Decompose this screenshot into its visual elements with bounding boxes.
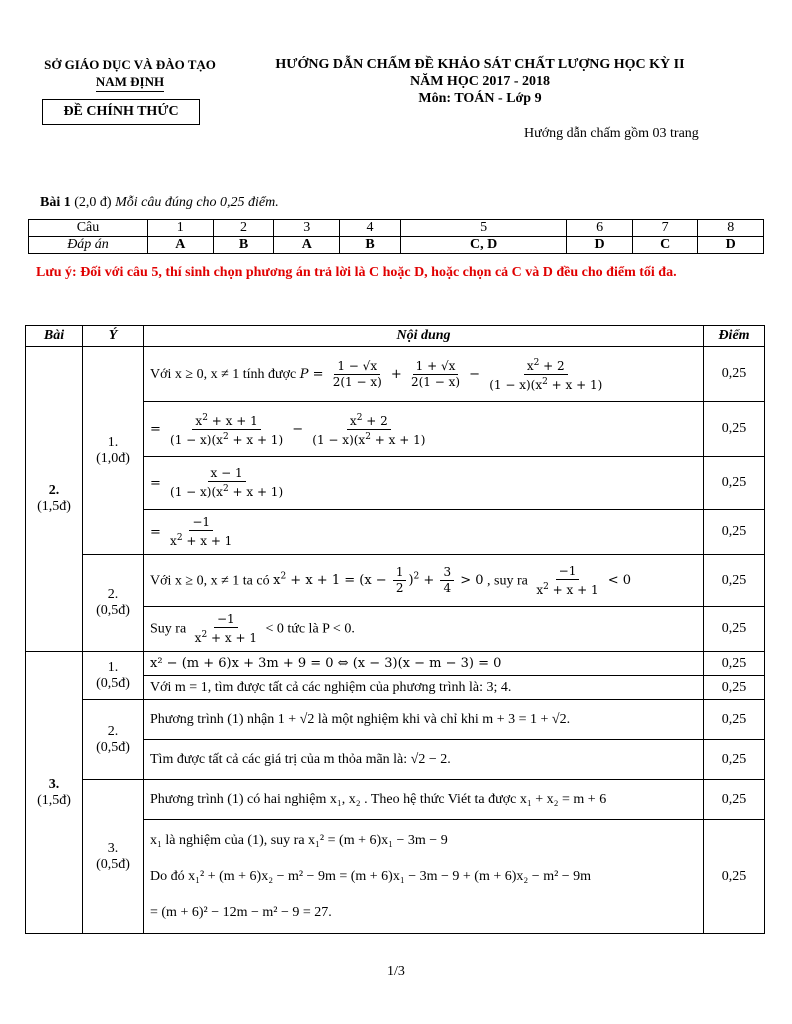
bai3-y2-points: (0,5đ) — [96, 739, 130, 755]
page-number: 1/3 — [387, 964, 405, 979]
fraction: $\frac{3}{4}$ — [440, 565, 454, 596]
answer-row — [29, 237, 764, 254]
content-cell: Với m = 1, tìm được tất cả các nghiệm của phương trình là: 3; 4. — [144, 676, 704, 700]
content-cell: Tìm được tất cả các giá trị của m thỏa mãn là: √2 − 2. — [144, 740, 704, 780]
answer-cell: A — [274, 237, 340, 254]
fraction: $\frac{-1}{x^2 + x + 1}$ — [536, 563, 599, 597]
col-content: Nội dung — [144, 326, 704, 347]
r12-line3: = (m + 6)² − 12m − m² − 9 = 27. — [150, 904, 332, 920]
bai2-label: 2. — [48, 483, 60, 498]
question-cell: 3 — [274, 220, 340, 237]
bai2-y2: 2. — [107, 587, 119, 602]
answer-cell: A — [148, 237, 214, 254]
r12-line2: Do đó x₁² + (m + 6)x₂ − m² − 9m = (m + 6)x₁ − 3m − 9 + (m + 6)x₂ − m² − 9m — [150, 868, 592, 884]
question-cell: 1 — [148, 220, 214, 237]
score-cell: 0,25 — [704, 676, 765, 700]
table-row — [26, 780, 765, 820]
content-cell: Phương trình (1) có hai nghiệm x₁, x₂ . Theo hệ thức Viét ta được x₁ + x₂ = m + 6 — [144, 780, 704, 820]
answer-cell: C, D — [400, 237, 566, 254]
document-title — [240, 56, 720, 107]
r12-line1: x₁ là nghiệm của (1), suy ra x₁² = (m + 6)x₁ − 3m − 9 — [150, 832, 448, 848]
content-cell — [144, 347, 704, 402]
answer-cell: B — [213, 237, 274, 254]
bai2-y1-points: (1,0đ) — [96, 450, 130, 466]
question-cell: 6 — [567, 220, 633, 237]
bai3-y3: 3. — [107, 840, 119, 856]
bai3-y2: 2. — [107, 723, 119, 739]
fraction: $\frac{-1}{x^2 + x + 1}$ — [170, 515, 233, 548]
score-cell: 0,25 — [704, 402, 765, 457]
bai3-y3-points: (0,5đ) — [96, 856, 130, 872]
score-cell: 0,25 — [704, 652, 765, 676]
content-cell: x² − (m + 6)x + 3m + 9 = 0 ⇔ (x − 3)(x − m − 3) = 0 — [144, 652, 704, 676]
bai2-points: (1,5đ) — [37, 499, 71, 514]
r6-text-b: < 0 tức là P < 0. — [265, 621, 355, 637]
table-row — [26, 555, 765, 607]
content-cell — [144, 607, 704, 652]
formula: = $\frac{x - 1}{(1 - x)(x^2 + x + 1)}$ — [150, 476, 288, 491]
bai3-cell — [26, 652, 83, 934]
row-header: Đáp án — [29, 237, 148, 254]
bai3-y1-cell — [83, 652, 144, 700]
bai2-y2-points: (0,5đ) — [96, 603, 130, 618]
r5-text-b: , suy ra — [487, 573, 528, 588]
fraction: $\frac{-1}{x^2 + x + 1}$ — [194, 612, 257, 645]
bai3-label: 3. — [48, 776, 60, 792]
fraction: $\frac{x^2 + 2}{(1 - x)(x^2 + x + 1)}$ — [312, 412, 426, 447]
answer-cell: B — [340, 237, 401, 254]
pages-note: Hướng dẫn chấm gồm 03 trang — [524, 126, 699, 141]
score-cell: 0,25 — [704, 457, 765, 510]
question-cell: 8 — [698, 220, 764, 237]
content-cell — [144, 457, 704, 510]
score-cell: 0,25 — [704, 347, 765, 402]
answer-cell: D — [567, 237, 633, 254]
bai2-y1: 1. — [107, 434, 119, 450]
grading-table — [25, 325, 765, 934]
fraction: $\frac{1}{2}$ — [393, 565, 407, 596]
formula: $x^2 + x + 1 = (x$ − $\frac{1}{2}$ )$^2$ + $\frac{3}{4}$ > 0 — [273, 565, 484, 595]
formula: = $\frac{-1}{x^2 + x + 1}$ — [150, 525, 237, 540]
title-line3: Môn: TOÁN - Lớp 9 — [418, 91, 542, 106]
bai2-y1-cell — [83, 347, 144, 555]
score-cell: 0,25 — [704, 510, 765, 555]
dept-line1: SỞ GIÁO DỤC VÀ ĐÀO TẠO — [44, 57, 216, 72]
question-cell: 2 — [213, 220, 274, 237]
score-cell: 0,25 — [704, 820, 765, 934]
bai3-y1-points: (0,5đ) — [96, 675, 130, 691]
formula — [190, 612, 262, 645]
question-cell: 4 — [340, 220, 401, 237]
content-cell — [144, 510, 704, 555]
bai3-y3-cell — [83, 780, 144, 934]
col-y: Ý — [83, 326, 144, 347]
score-cell: 0,25 — [704, 740, 765, 780]
fraction: $\frac{x^2 + 2}{(1 - x)(x^2 + x + 1)}$ — [489, 357, 603, 392]
question-cell: 5 — [400, 220, 566, 237]
grading-header-row — [26, 326, 765, 347]
answer-cell: C — [632, 237, 698, 254]
question-row — [29, 220, 764, 237]
col-score: Điểm — [704, 326, 765, 347]
fraction: $\frac{1 + √x}{2(1 - x)}$ — [410, 358, 461, 389]
score-cell: 0,25 — [704, 555, 765, 607]
bai2-y2-cell — [83, 555, 144, 652]
bai1-points: (2,0 đ) — [74, 195, 112, 210]
fraction: $\frac{x^2 + x + 1}{(1 - x)(x^2 + x + 1)}$ — [170, 412, 284, 447]
official-box: ĐỀ CHÍNH THỨC — [42, 99, 200, 125]
formula: = $\frac{x^2 + x + 1}{(1 - x)(x^2 + x + 1)}$ − $\frac{x^2 + 2}{(1 - x)(x^2 + x + 1)}$ — [150, 422, 430, 437]
score-cell: 0,25 — [704, 780, 765, 820]
table-row — [26, 347, 765, 402]
r5-text-a: Với x ≥ 0, x ≠ 1 ta có — [150, 573, 270, 588]
bai1-note: Lưu ý: Đối với câu 5, thí sinh chọn phương án trả lời là C hoặc D, hoặc chọn cả C và D đều cho điểm tối đa. — [36, 265, 677, 280]
col-bai: Bài — [26, 326, 83, 347]
table-row — [26, 700, 765, 740]
bai3-y1: 1. — [107, 659, 119, 675]
r6-text-a: Suy ra — [150, 621, 187, 637]
dept-line2: NAM ĐỊNH — [96, 73, 164, 92]
score-cell: 0,25 — [704, 700, 765, 740]
content-cell — [144, 402, 704, 457]
content-cell — [144, 820, 704, 934]
answer-cell: D — [698, 237, 764, 254]
table-row — [26, 652, 765, 676]
department-header — [30, 56, 230, 92]
bai1-label: Bài 1 — [40, 195, 71, 210]
bai1-instruction: Mỗi câu đúng cho 0,25 điểm. — [115, 195, 279, 210]
answer-table — [28, 219, 764, 254]
content-cell: Phương trình (1) nhận 1 + √2 là một nghiệm khi và chỉ khi m + 3 = 1 + √2. — [144, 700, 704, 740]
content-cell — [144, 555, 704, 607]
fraction: $\frac{1 - √x}{2(1 - x)}$ — [332, 358, 382, 389]
formula: P = $\frac{1 - √x}{2(1 - x)}$ + $\frac{1 + √x}{2(1 - x)}$ − $\frac{x^2 + 2}{(1 - x)(x^2 + x + 1)}$ — [300, 367, 608, 382]
score-cell: 0,25 — [704, 607, 765, 652]
row-header: Câu — [29, 220, 148, 237]
question-cell: 7 — [632, 220, 698, 237]
title-line1: HƯỚNG DẪN CHẤM ĐỀ KHẢO SÁT CHẤT LƯỢNG HỌC KỲ II — [275, 57, 685, 72]
r1-text: Với x ≥ 0, x ≠ 1 tính được — [150, 366, 297, 382]
title-line2: NĂM HỌC 2017 - 2018 — [410, 74, 550, 89]
bai1-title — [40, 195, 279, 211]
bai3-y2-cell — [83, 700, 144, 780]
bai3-points: (1,5đ) — [37, 792, 71, 808]
bai2-cell — [26, 347, 83, 652]
formula: $\frac{-1}{x^2 + x + 1}$ < 0 — [531, 573, 631, 588]
fraction: $\frac{x - 1}{(1 - x)(x^2 + x + 1)}$ — [170, 466, 284, 499]
